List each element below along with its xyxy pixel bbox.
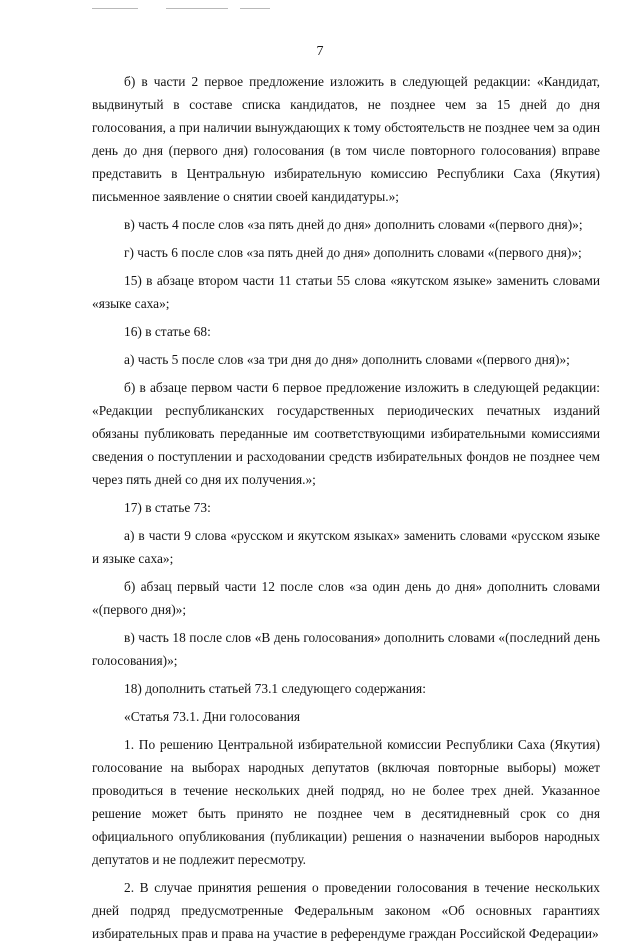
paragraph: а) в части 9 слова «русском и якутском языках» заменить словами «русском языке и языке саха»; xyxy=(92,528,600,566)
paragraph: 17) в статье 73: xyxy=(124,500,211,515)
paragraph: в) часть 4 после слов «за пять дней до дня» дополнить словами «(первого дня)»; xyxy=(124,217,583,232)
scan-artifact-line xyxy=(240,8,270,9)
paragraph: 16) в статье 68: xyxy=(124,324,211,339)
paragraph: 1. По решению Центральной избирательной комиссии Республики Саха (Якутия) голосование на выборах народных депутатов (включая повторные выборы) может проводиться в течение нескольких дней подряд, но не более трех дней. Указанное решение может быть принято не позднее чем в десятидневный срок со дня официального опубликования (публикации) решения о назначении выборов народных депутатов и не подлежит пересмотру. xyxy=(92,737,600,867)
scan-artifact-line xyxy=(166,8,228,9)
paragraph: 18) дополнить статьей 73.1 следующего содержания: xyxy=(124,681,426,696)
paragraph: б) в абзаце первом части 6 первое предложение изложить в следующей редакции: «Редакции республиканских государственных периодических печатных изданий обязаны публиковать переданные им соответствующими избирательными комиссиями сведения о поступлении и расходовании средств избирательных фондов не позднее чем через пять дней со дня их получения.»; xyxy=(92,380,600,487)
paragraph: б) в части 2 первое предложение изложить в следующей редакции: «Кандидат, выдвинутый в составе списка кандидатов, не позднее чем за 15 дней до дня голосования, а при наличии вынуждающих к тому обстоятельств не позднее чем за один день до дня (первого дня) голосования (в том числе повторного голосования) вправе представить в Центральную избирательную комиссию Республики Саха (Якутия) письменное заявление о снятии своей кандидатуры.»; xyxy=(92,74,600,204)
paragraph: 2. В случае принятия решения о проведении голосования в течение нескольких дней подряд предусмотренные Федеральным законом «Об основных гарантиях избирательных прав и права на участие в референдуме граждан Российской Федерации» xyxy=(92,880,600,941)
paragraph: в) часть 18 после слов «В день голосования» дополнить словами «(последний день голосования)»; xyxy=(92,630,600,668)
paragraph: а) часть 5 после слов «за три дня до дня» дополнить словами «(первого дня)»; xyxy=(124,352,570,367)
document-body xyxy=(92,70,600,950)
scan-artifact-line xyxy=(92,8,138,9)
paragraph: г) часть 6 после слов «за пять дней до дня» дополнить словами «(первого дня)»; xyxy=(124,245,582,260)
paragraph: б) абзац первый части 12 после слов «за один день до дня» дополнить словами «(первого дня)»; xyxy=(92,579,600,617)
paragraph: 15) в абзаце втором части 11 статьи 55 слова «якутском языке» заменить словами «языке саха»; xyxy=(92,273,600,311)
article-heading: «Статья 73.1. Дни голосования xyxy=(124,709,301,724)
page-number: 7 xyxy=(316,44,324,59)
